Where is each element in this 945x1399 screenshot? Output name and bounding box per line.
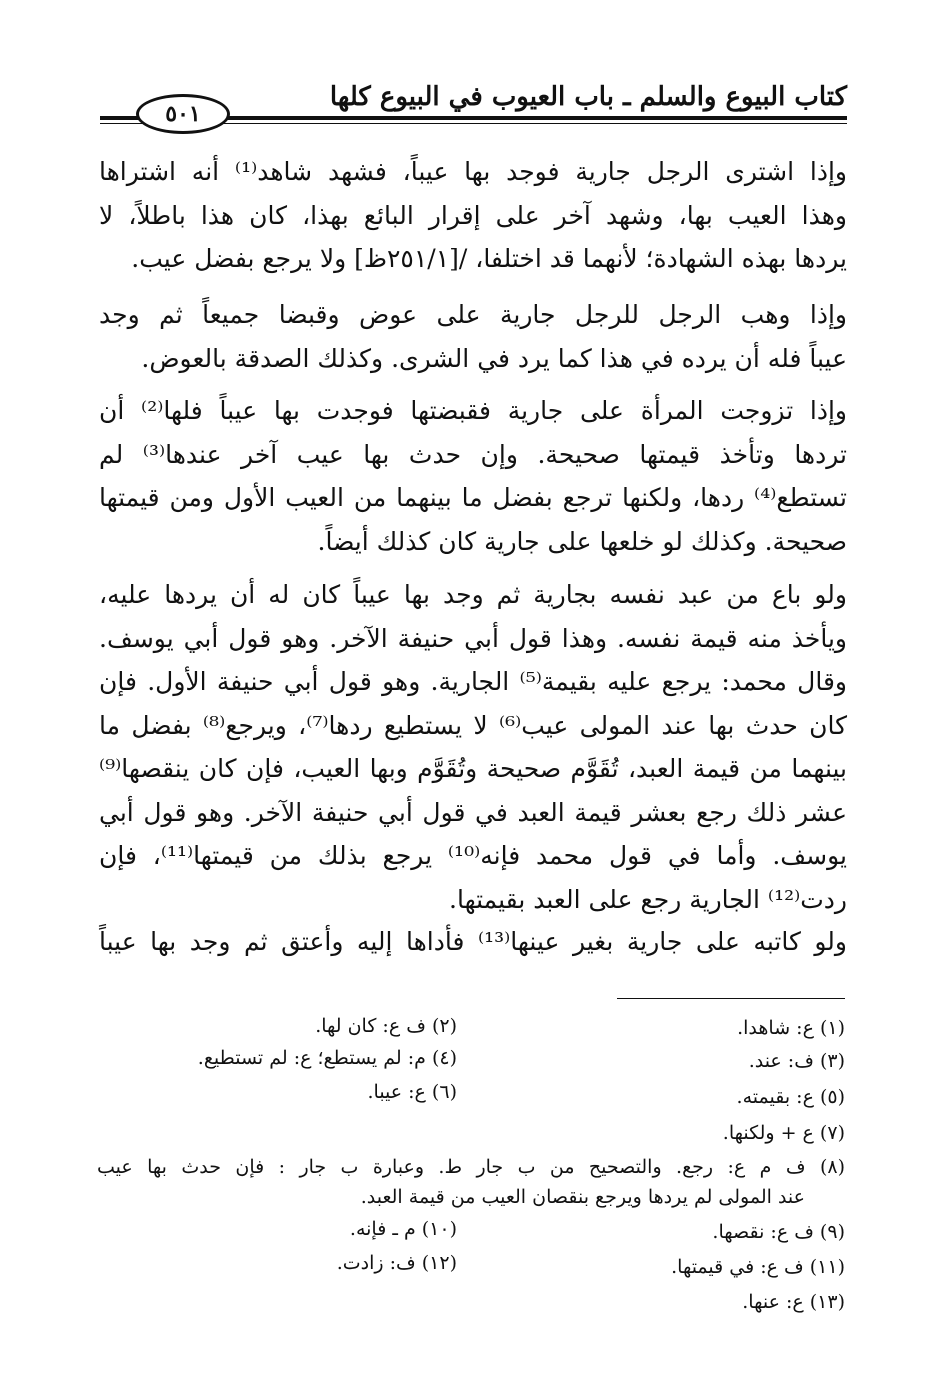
page-number: ٥٠١ [136, 94, 230, 134]
text-line: عيباً فله أن يرده في هذا كما يرد في الشرى. وكذلك الصدقة بالعوض. [141, 343, 847, 373]
footnote: (١٢) ف: زادت. [336, 1252, 457, 1274]
footnote-separator [617, 998, 845, 999]
footnote: (٩) ف ع: نقصها. [712, 1221, 845, 1243]
text-line: كان حدث بها عند المولى عيب⁽⁶⁾ لا يستطيع ردها⁽⁷⁾، ويرجع⁽⁸⁾ بفضل ما [99, 710, 848, 740]
paragraph [99, 389, 847, 563]
text-line: وإذا اشترى الرجل جارية فوجد بها عيباً، فشهد شاهد⁽¹⁾ أنه اشتراها [99, 157, 847, 186]
footnote-line: (٨) ف م ع: رجع. والتصحيح من ب جار ط. وعبارة ب جار : فإن حدث بها عيب [97, 1156, 845, 1178]
text-line: ولو باع من عبد نفسه بجارية ثم وجد بها عيباً كان له أن يردها عليه، [99, 580, 847, 609]
footnote: (١١) ف ع: في قيمتها. [671, 1256, 845, 1278]
text-line: ردت⁽¹²⁾ الجارية رجع على العبد بقيمتها. [449, 884, 847, 914]
footnote: (٤) م: لم يستطع؛ ع: لم تستطيع. [197, 1047, 457, 1069]
footnote: (٣) ف: عند. [748, 1050, 845, 1072]
paragraph [99, 150, 847, 281]
text-line: تستطع⁽⁴⁾ ردها، ولكنها ترجع بفضل ما بينهما من العيب الأول ومن قيمتها [99, 483, 847, 512]
text-line: بينهما من قيمة العبد، تُقَوَّم صحيحة وتُقَوَّم وبها العيب، فإن كان ينقصها⁽⁹⁾ [99, 754, 847, 783]
text-line: ويأخذ منه قيمة نفسه. وهذا قول أبي حنيفة الآخر. وهو قول أبي يوسف. [99, 623, 847, 653]
text-line: صحيحة. وكذلك لو خلعها على جارية كان كذلك أيضاً. [317, 526, 847, 556]
text-line: يردها بهذه الشهادة؛ لأنهما قد اختلفا، /[٢٥١/١ظ] ولا يرجع بفضل عيب. [131, 244, 847, 273]
text-line: وهذا العيب بها، وشهد آخر على إقرار البائع بهذا، كان هذا باطلاً، لا [99, 200, 847, 230]
footnote: (٦) ع: عيبا. [367, 1081, 457, 1103]
footnote: (٢) ف ع: كان لها. [315, 1015, 457, 1037]
text-line: تردها وتأخذ قيمتها صحيحة. وإن حدث بها عيب آخر عندها⁽³⁾ لم [99, 439, 848, 469]
text-line: وقال محمد: يرجع عليه بقيمة⁽⁵⁾ الجارية. وهو قول أبي حنيفة الأول. فإن [99, 667, 847, 696]
footnote: (١) ع: شاهدا. [737, 1017, 845, 1039]
footnote: (٧) ع + ولكنها. [722, 1122, 845, 1144]
text-line: عشر ذلك رجع بعشر قيمة العبد في قول أبي حنيفة الآخر. وهو قول أبي [99, 797, 847, 827]
text-line: وإذا وهب الرجل للرجل جارية على عوض وقبضا جميعاً ثم وجد [99, 300, 847, 329]
footnote-line: عند المولى لم يردها ويرجع بنقصان العيب من قيمة العبد. [360, 1186, 805, 1208]
paragraph [99, 573, 847, 921]
footnote: (١٣) ع: عنها. [742, 1291, 845, 1313]
paragraph [99, 293, 847, 380]
text-line: يوسف. وأما في قول محمد فإنه⁽¹⁰⁾ يرجع بذلك من قيمتها⁽¹¹⁾، فإن [99, 841, 847, 870]
running-header: كتاب البيوع والسلم ـ باب العيوب في البيوع كلها [329, 82, 847, 112]
text-line: وإذا تزوجت المرأة على جارية فقبضتها فوجدت بها عيباً فلها⁽²⁾ أن [99, 396, 847, 425]
footnote: (١٠) م ـ فإنه. [349, 1218, 457, 1240]
text-line: ولو كاتبه على جارية بغير عينها⁽¹³⁾ فأداها إليه وأعتق ثم وجد بها عيباً [99, 927, 847, 956]
paragraph [99, 920, 847, 964]
footnote-wide [97, 1152, 845, 1212]
footnote: (٥) ع: بقيمته. [736, 1086, 845, 1108]
